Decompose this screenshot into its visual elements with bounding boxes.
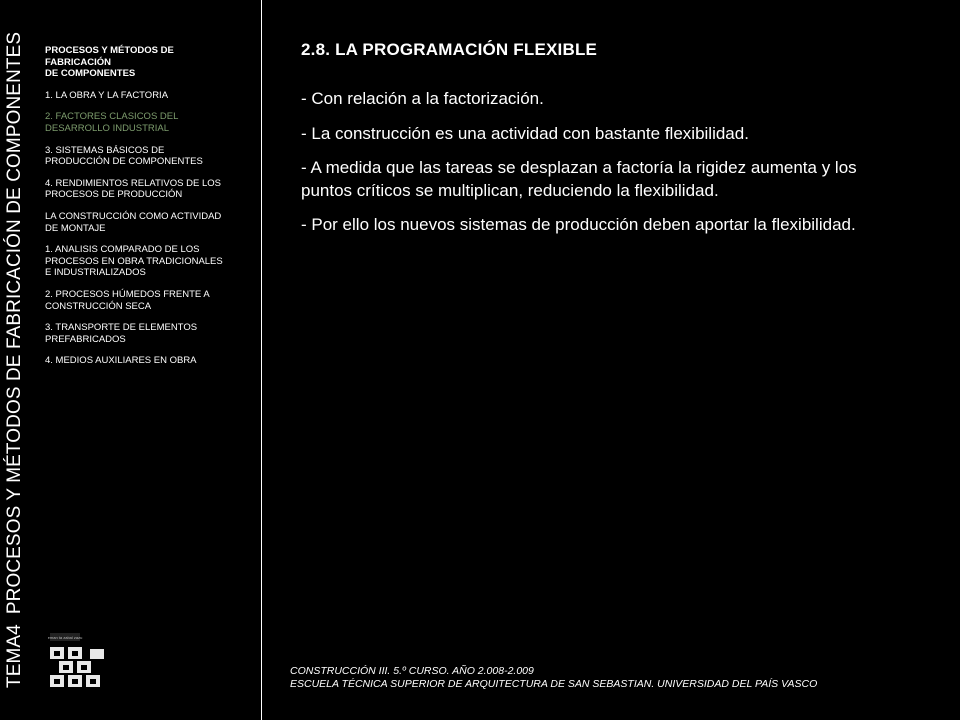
nav-item-line: PROCESOS EN OBRA TRADICIONALES [45,255,223,267]
section-nav [45,45,255,377]
bullet-paragraph: - A medida que las tareas se desplazan a factoría la rigidez aumenta y los puntos críticos se multiplican, reduciendo la flexibilidad. [301,158,857,200]
nav-item-line: DESARROLLO INDUSTRIAL [45,122,170,134]
nav-item-line: 3. SISTEMAS BÁSICOS DE [45,144,165,156]
footer-school-line: ESCUELA TÉCNICA SUPERIOR DE ARQUITECTURA DE SAN SEBASTIAN. UNIVERSIDAD DEL PAÍS VASCO [290,678,818,690]
slide-content [301,40,901,249]
nav-heading-line: DE COMPONENTES [45,68,136,80]
nav-item[interactable] [45,145,255,168]
nav-item-line: 3. TRANSPORTE DE ELEMENTOS [45,322,198,334]
nav-item-line: CONSTRUCCIÓN SECA [45,300,152,312]
university-logo [48,633,108,691]
bullet-paragraph: - Con relación a la factorización. [301,89,544,108]
nav-item-line: PROCESOS DE PRODUCCIÓN [45,189,183,201]
nav-heading-line: FABRICACIÓN [45,56,111,68]
nav-item[interactable] [45,211,255,234]
nav-item[interactable] [45,90,255,102]
tema-label: TEMA4 [4,624,25,688]
nav-item[interactable] [45,111,255,134]
nav-item-line: LA CONSTRUCCIÓN COMO ACTIVIDAD [45,210,222,222]
nav-item-line: 1. LA OBRA Y LA FACTORIA [45,89,169,101]
nav-item[interactable] [45,289,255,312]
nav-item-line: 2. FACTORES CLASICOS DEL [45,111,179,123]
nav-item-line: 2. PROCESOS HÚMEDOS FRENTE A [45,288,210,300]
nav-item-line: 4. RENDIMIENTOS RELATIVOS DE LOS [45,177,221,189]
nav-item-line: PRODUCCIÓN DE COMPONENTES [45,156,203,168]
logo-caption: eman ta zabal zazu [48,635,83,640]
nav-item-line: 4. MEDIOS AUXILIARES EN OBRA [45,355,197,367]
course-title: PROCESOS Y MÉTODOS DE FABRICACIÓN DE COMPONENTES [4,31,25,615]
nav-item[interactable] [45,355,255,367]
footer-course-line: CONSTRUCCIÓN III. 5.º CURSO. AÑO 2.008-2.009 [290,665,534,677]
nav-item[interactable] [45,178,255,201]
upv-ehu-logo-icon [48,633,108,691]
course-footer [290,665,817,691]
nav-list [45,90,255,367]
slide-title: 2.8. LA PROGRAMACIÓN FLEXIBLE [301,40,598,59]
side-title [4,32,26,688]
nav-item-line: 1. ANALISIS COMPARADO DE LOS [45,244,200,256]
nav-item-line: PREFABRICADOS [45,333,126,345]
bullet-paragraph: - La construcción es una actividad con bastante flexibilidad. [301,123,749,143]
nav-item-line: DE MONTAJE [45,222,106,234]
nav-heading-line: PROCESOS Y MÉTODOS DE [45,45,174,56]
bullet-paragraph: - Por ello los nuevos sistemas de producción deben aportar la flexibilidad. [301,215,856,234]
nav-item-line: E INDUSTRIALIZADOS [45,267,146,279]
nav-heading [45,45,255,80]
nav-item[interactable] [45,322,255,345]
nav-item[interactable] [45,244,255,279]
vertical-divider [261,0,262,720]
